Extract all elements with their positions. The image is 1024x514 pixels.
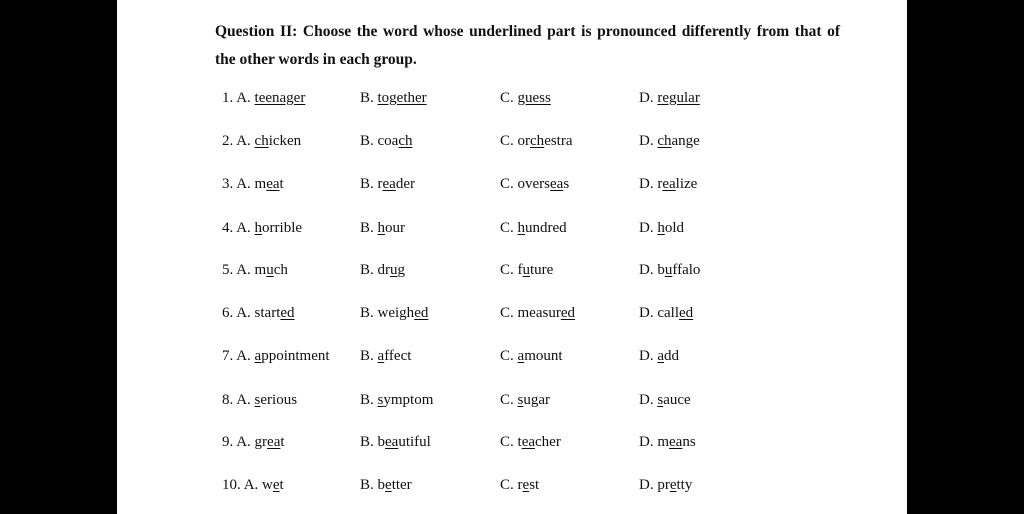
answer-option <box>639 305 693 322</box>
word-suffix: tty <box>676 477 693 493</box>
underlined-part: regular <box>657 90 700 106</box>
answer-option <box>222 133 301 150</box>
underlined-part: together <box>377 90 427 106</box>
option-letter: C. <box>500 176 518 192</box>
word-suffix: s <box>563 176 570 192</box>
underlined-part: s <box>377 392 384 408</box>
underlined-part: ea <box>669 434 683 450</box>
answer-option <box>360 348 411 365</box>
underlined-part: u <box>522 262 531 278</box>
question-instruction: Choose the word whose underlined part is pronounced differently from that of the other words in each group. <box>215 23 841 68</box>
underlined-part: ch <box>398 133 413 149</box>
question-row <box>222 90 822 114</box>
answer-option <box>639 434 696 451</box>
option-letter: A. <box>236 434 255 450</box>
word-prefix: r <box>657 176 663 192</box>
word-suffix: ns <box>682 434 696 450</box>
underlined-part: a <box>517 348 525 364</box>
option-letter: C. <box>500 220 518 236</box>
underlined-part: s <box>254 392 261 408</box>
question-row <box>222 348 822 372</box>
underlined-part: ed <box>280 305 295 321</box>
underlined-part: s <box>657 392 664 408</box>
answer-option <box>639 392 691 409</box>
word-prefix: start <box>254 305 281 321</box>
answer-option <box>500 348 563 365</box>
question-row <box>222 220 822 244</box>
word-suffix: ffalo <box>672 262 701 278</box>
underlined-part: ea <box>382 176 396 192</box>
word-prefix: dr <box>377 262 391 278</box>
answer-option <box>360 434 431 451</box>
option-letter: A. <box>236 392 255 408</box>
option-letter: A. <box>236 133 255 149</box>
question-number: 4. <box>222 220 234 236</box>
word-suffix: mount <box>524 348 563 364</box>
option-letter: B. <box>360 348 378 364</box>
answer-option <box>360 262 405 279</box>
word-suffix: undred <box>525 220 567 236</box>
word-suffix: ture <box>530 262 554 278</box>
word-suffix: st <box>529 477 540 493</box>
underlined-part: ea <box>521 434 536 450</box>
option-letter: B. <box>360 392 378 408</box>
underlined-part: ea <box>662 176 676 192</box>
word-prefix: f <box>517 262 523 278</box>
option-letter: D. <box>639 176 658 192</box>
question-row <box>222 434 822 458</box>
underlined-part: ch <box>254 133 269 149</box>
answer-option <box>500 262 553 279</box>
word-suffix: orrible <box>262 220 303 236</box>
word-suffix: auce <box>663 392 691 408</box>
word-prefix: b <box>657 262 665 278</box>
underlined-part: h <box>377 220 386 236</box>
word-prefix: b <box>377 477 386 493</box>
answer-option <box>500 90 551 107</box>
option-letter: C. <box>500 392 518 408</box>
word-suffix: dd <box>664 348 680 364</box>
word-prefix: m <box>254 262 267 278</box>
option-letter: D. <box>639 220 658 236</box>
word-suffix: icken <box>268 133 302 149</box>
underlined-part: a <box>254 348 262 364</box>
answer-option <box>360 220 405 237</box>
answer-option <box>222 262 288 279</box>
option-letter: C. <box>500 305 518 321</box>
word-prefix: pr <box>657 477 670 493</box>
underlined-part: ed <box>414 305 429 321</box>
answer-option <box>360 133 413 150</box>
option-letter: A. <box>243 477 263 493</box>
answer-option <box>222 348 330 365</box>
underlined-part: e <box>669 477 677 493</box>
question-row <box>222 305 822 329</box>
word-prefix: m <box>254 176 267 192</box>
option-letter: B. <box>360 434 378 450</box>
option-letter: A. <box>236 176 255 192</box>
question-row <box>222 133 822 157</box>
word-suffix: g <box>397 262 406 278</box>
answer-option <box>639 262 700 279</box>
answer-option <box>500 392 550 409</box>
word-prefix: r <box>377 176 383 192</box>
option-letter: B. <box>360 262 378 278</box>
option-letter: A. <box>236 305 255 321</box>
question-heading <box>215 18 840 74</box>
option-letter: A. <box>236 90 255 106</box>
word-suffix: estra <box>544 133 573 149</box>
answer-option <box>360 90 427 107</box>
answer-option <box>639 220 684 237</box>
word-prefix: weigh <box>377 305 415 321</box>
answer-option <box>222 477 284 494</box>
word-suffix: old <box>664 220 685 236</box>
word-suffix: erious <box>260 392 298 408</box>
answer-option <box>500 434 561 451</box>
word-suffix: t <box>280 434 285 450</box>
option-letter: B. <box>360 477 378 493</box>
answer-option <box>500 220 567 237</box>
word-suffix: our <box>385 220 406 236</box>
underlined-part: h <box>517 220 526 236</box>
option-letter: A. <box>236 348 255 364</box>
answer-option <box>222 90 305 107</box>
underlined-part: ed <box>679 305 694 321</box>
option-letter: B. <box>360 305 378 321</box>
word-prefix: w <box>262 477 273 493</box>
answer-option <box>500 176 569 193</box>
word-prefix: t <box>517 434 522 450</box>
answer-option <box>222 434 285 451</box>
option-letter: A. <box>236 220 255 236</box>
option-letter: C. <box>500 133 518 149</box>
word-suffix: t <box>279 176 284 192</box>
question-row <box>222 176 822 200</box>
word-prefix: coa <box>377 133 399 149</box>
answer-option <box>500 477 539 494</box>
underlined-part: ea <box>550 176 564 192</box>
word-suffix: ffect <box>384 348 412 364</box>
word-prefix: m <box>657 434 670 450</box>
underlined-part: h <box>254 220 263 236</box>
option-letter: C. <box>500 262 518 278</box>
answer-option <box>222 305 295 322</box>
word-suffix: ppointment <box>261 348 330 364</box>
worksheet-page <box>117 0 907 514</box>
answer-option <box>639 348 679 365</box>
underlined-part: ea <box>266 176 280 192</box>
word-prefix: call <box>657 305 679 321</box>
answer-option <box>222 176 284 193</box>
underlined-part: a <box>377 348 385 364</box>
answer-option <box>222 220 302 237</box>
option-letter: B. <box>360 176 378 192</box>
answer-option <box>639 176 697 193</box>
underlined-part: a <box>657 348 665 364</box>
word-suffix: tter <box>391 477 412 493</box>
answer-option <box>360 176 415 193</box>
word-suffix: der <box>395 176 415 192</box>
word-suffix: ch <box>273 262 288 278</box>
underlined-part: teenager <box>254 90 306 106</box>
question-row <box>222 477 822 501</box>
underlined-part: u <box>664 262 673 278</box>
underlined-part: ch <box>530 133 545 149</box>
option-letter: C. <box>500 348 518 364</box>
word-prefix: measur <box>517 305 561 321</box>
underlined-part: u <box>266 262 274 278</box>
option-letter: D. <box>639 477 658 493</box>
answer-option <box>639 133 700 150</box>
option-letter: A. <box>236 262 255 278</box>
question-number: 1. <box>222 90 234 106</box>
option-letter: B. <box>360 90 378 106</box>
underlined-part: ed <box>560 305 576 321</box>
answer-option <box>360 392 433 409</box>
question-number: 9. <box>222 434 234 450</box>
option-letter: D. <box>639 262 658 278</box>
word-suffix: t <box>279 477 284 493</box>
question-number: 10. <box>222 477 241 493</box>
question-number: 7. <box>222 348 234 364</box>
option-letter: D. <box>639 434 658 450</box>
answer-option <box>360 477 412 494</box>
question-number: 8. <box>222 392 234 408</box>
underlined-part: guess <box>517 90 551 106</box>
answer-option <box>360 305 428 322</box>
option-letter: C. <box>500 90 518 106</box>
option-letter: D. <box>639 305 658 321</box>
word-suffix: cher <box>535 434 561 450</box>
word-suffix: ymptom <box>383 392 434 408</box>
option-letter: B. <box>360 220 378 236</box>
word-suffix: ange <box>671 133 700 149</box>
underlined-part: ea <box>385 434 399 450</box>
option-letter: C. <box>500 477 518 493</box>
word-suffix: lize <box>675 176 698 192</box>
question-number: 6. <box>222 305 234 321</box>
word-prefix: r <box>517 477 523 493</box>
question-number: 5. <box>222 262 234 278</box>
word-suffix: utiful <box>398 434 431 450</box>
underlined-part: ch <box>657 133 672 149</box>
word-prefix: or <box>517 133 531 149</box>
answer-option <box>639 90 700 107</box>
answer-option <box>639 477 692 494</box>
word-prefix: overs <box>517 176 551 192</box>
answer-option <box>222 392 297 409</box>
underlined-part: u <box>390 262 398 278</box>
underlined-part: e <box>522 477 530 493</box>
option-letter: D. <box>639 392 658 408</box>
underlined-part: e <box>385 477 392 493</box>
option-letter: D. <box>639 348 658 364</box>
question-number: 2. <box>222 133 234 149</box>
underlined-part: e <box>272 477 280 493</box>
underlined-part: ea <box>267 434 281 450</box>
option-letter: B. <box>360 133 378 149</box>
question-row <box>222 392 822 416</box>
question-row <box>222 262 822 286</box>
question-label: Question II: <box>215 23 298 40</box>
answer-option <box>500 133 573 150</box>
word-prefix: gr <box>254 434 268 450</box>
option-letter: C. <box>500 434 518 450</box>
answer-option <box>500 305 575 322</box>
question-number: 3. <box>222 176 234 192</box>
option-letter: D. <box>639 133 658 149</box>
underlined-part: h <box>657 220 665 236</box>
underlined-part: s <box>517 392 524 408</box>
word-suffix: ugar <box>523 392 551 408</box>
word-prefix: b <box>377 434 386 450</box>
option-letter: D. <box>639 90 658 106</box>
